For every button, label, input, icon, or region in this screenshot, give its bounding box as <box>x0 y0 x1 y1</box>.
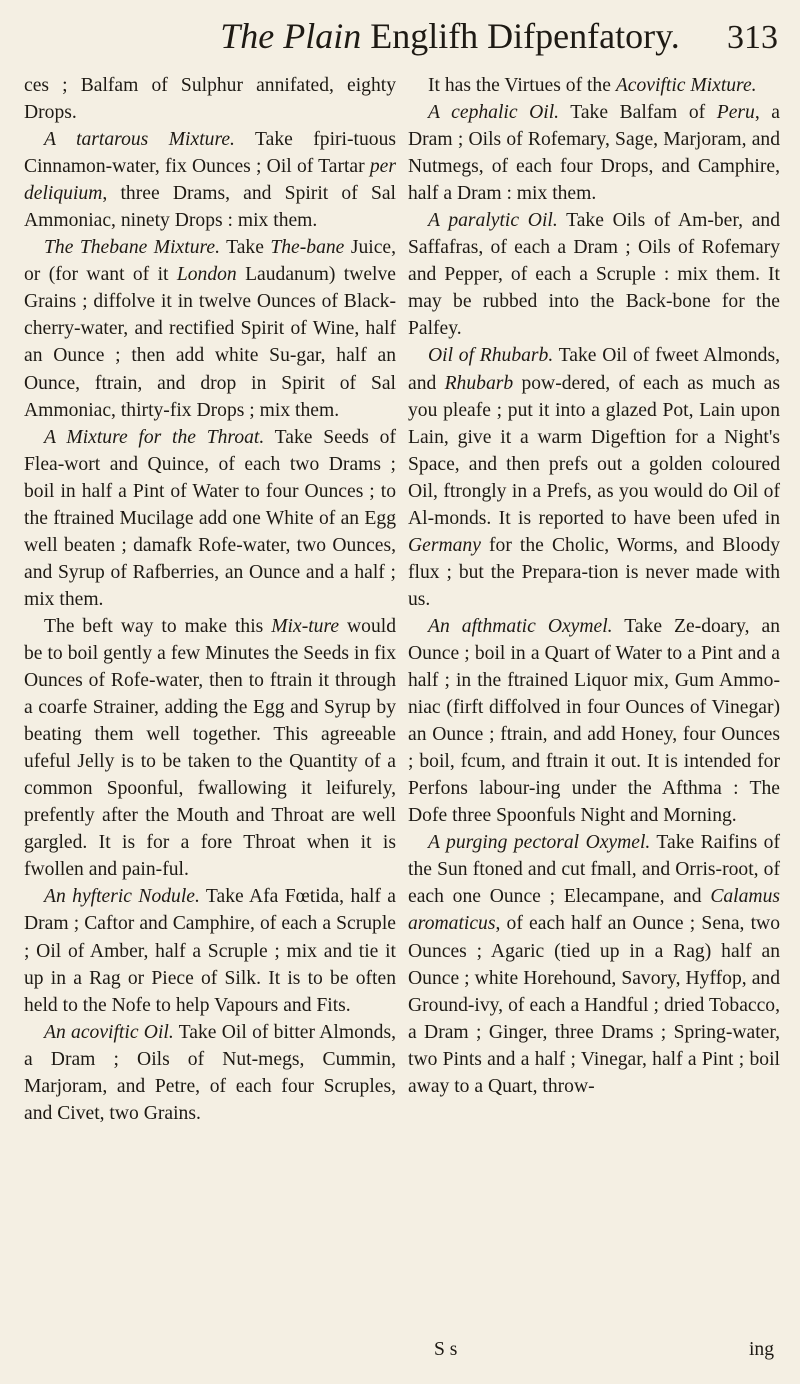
italic-run: The Thebane Mixture. <box>44 237 220 259</box>
text-run: Laudanum) twelve Grains ; diffolve it in twelve Ounces of Black-cherry-water, and rectified Spirit of Wine, half an Ounce ; then add white Su-gar, half an Ounce, ftrain, and drop in Spirit of Sal Ammoniac, thirty-fix Drops ; mix them. <box>24 264 396 421</box>
text-run: pow-dered, of each as much as you pleafe ; put it into a glazed Pot, Lain upon Lain, give it a warm Digeftion for a Night's Space, and then prefs out a golden coloured Oil, ftrongly in a Prefs, as you would do Oil of Al-monds. It is reported to have been ufed in <box>408 372 780 529</box>
running-head <box>140 8 760 64</box>
italic-run: Mix-ture <box>271 615 340 637</box>
italic-run: A purging pectoral Oxymel. <box>428 832 651 854</box>
italic-run: An hyfteric Nodule. <box>44 886 200 908</box>
text-run: Take fpiri-tuous Cinnamon-water, fix Ounces ; Oil of Tartar <box>24 129 396 178</box>
text-run: ces ; Balfam of Sulphur annifated, eighty Drops. <box>24 75 396 124</box>
italic-run: Acoviftic Mixture. <box>615 75 757 96</box>
footer <box>418 1336 778 1364</box>
paragraph <box>24 613 396 883</box>
text-run: Take Raifins of the Sun ftoned and cut fmall, and Orris-root, of each one Ounce ; Elecampane, and <box>408 832 780 908</box>
italic-run: per deliquium <box>24 156 396 205</box>
left-column <box>24 72 396 1127</box>
text-run: would be to boil gently a few Minutes the Seeds in fix Ounces of Rofe-water, then to ftrain it through a coarfe Strainer, adding the Egg and Syrup by beating them well together. This agreeable ufeful Jelly is to be taken to the Quantity of a common Spoonful, fwallowing it leifurely, prefently after the Mouth and Throat are well gargled. It is for a fore Throat when it is fwollen and pain-ful. <box>24 615 396 881</box>
paragraph <box>408 99 780 207</box>
text-run: Take Balfam of <box>559 102 717 124</box>
paragraph <box>408 613 780 829</box>
text-run: for the Cholic, Worms, and Bloody flux ; but the Prepara-tion is never made with us. <box>408 534 780 610</box>
italic-run: An acoviftic Oil. <box>44 1021 174 1043</box>
paragraph <box>24 424 396 613</box>
italic-run: A tartarous Mixture. <box>44 129 235 151</box>
catchword: ing <box>748 1339 774 1360</box>
text-run: Take Ze-doary, an Ounce ; boil in a Quart of Water to a Pint and a half ; in the ftrained Liquor mix, Gum Ammo-niac (firft diffolved in four Ounces of Vinegar) an Ounce ; ftrain, and add Honey, four Ounces ; boil, fcum, and ftrain it out. It is intended for Perfons labour-ing under the Afthma : The Dofe three Spoonfuls Night and Morning. <box>408 615 780 827</box>
page-number: 313 <box>727 19 778 56</box>
italic-run: London <box>176 264 237 286</box>
text-run: Take <box>220 237 271 259</box>
italic-run: An afthmatic Oxymel. <box>428 615 613 637</box>
text-run: Juice, or (for want of it <box>24 237 396 286</box>
text-run: , a Dram ; Oils of Rofemary, Sage, Marjoram, and Nutmegs, of each four Drops, and Camphire, half a Dram : mix them. <box>408 102 780 205</box>
italic-run: A Mixture for the Throat. <box>44 426 265 448</box>
text-run: It has the Virtues of the <box>428 75 616 96</box>
text-run: , of each half an Ounce ; Sena, two Ounces ; Agaric (tied up in a Rag) half an Ounce ; white Horehound, Savory, Hyffop, and Ground-ivy, of each a Handful ; dried Tobacco, a Dram ; Ginger, three Drams ; Spring-water, two Pints and a half ; Vinegar, half a Pint ; boil away to a Quart, throw- <box>408 913 780 1097</box>
text-run: Take Afa Fœtida, half a Dram ; Caftor and Camphire, of each a Scruple ; Oil of Amber, half a Scruple ; mix and tie it up in a Rag or Piece of Silk. It is to be often held to the Nofe to help Vapours and Fits. <box>24 886 396 1016</box>
paragraph <box>24 234 396 423</box>
running-head-roman: Englifh Difpenfatory. <box>370 16 680 56</box>
italic-run: Calamus aromaticus <box>408 886 780 935</box>
italic-run: A paralytic Oil. <box>428 210 558 232</box>
italic-run: The-bane <box>270 237 345 259</box>
paragraph <box>24 1019 396 1127</box>
paragraph <box>24 883 396 1018</box>
paragraph <box>408 207 780 342</box>
italic-run: Peru <box>716 102 755 124</box>
text-run: , three Drams, and Spirit of Sal Ammoniac, ninety Drops : mix them. <box>24 183 396 232</box>
text-run: Take Seeds of Flea-wort and Quince, of each two Drams ; boil in half a Pint of Water to four Ounces ; to the ftrained Mucilage add one White of an Egg well beaten ; damafk Rofe-water, two Ounces, and Syrup of Rafberries, an Ounce and a half ; mix them. <box>24 426 396 610</box>
right-column <box>408 72 780 1100</box>
running-head-italic: The Plain <box>220 16 362 56</box>
italic-run: Oil of Rhubarb. <box>428 345 554 367</box>
text-run: The beft way to make this <box>44 615 272 637</box>
italic-run: Germany <box>408 534 481 556</box>
signature-mark: S s <box>434 1339 458 1360</box>
paragraph <box>24 72 396 126</box>
paragraph <box>408 342 780 612</box>
text-run: Take Oil of bitter Almonds, a Dram ; Oils of Nut-megs, Cummin, Marjoram, and Petre, of each four Scruples, and Civet, two Grains. <box>24 1021 396 1124</box>
paragraph <box>24 126 396 234</box>
paragraph <box>408 829 780 1099</box>
italic-run: A cephalic Oil. <box>428 102 560 124</box>
paragraph <box>408 72 780 99</box>
text-run: Take Oils of Am-ber, and Saffafras, of each a Dram ; Oils of Rofemary and Pepper, of each a Scruple : mix them. It may be rubbed into the Back-bone for the Palfey. <box>408 210 780 340</box>
italic-run: Rhubarb <box>444 372 514 394</box>
text-run: Take Oil of fweet Almonds, and <box>408 345 780 394</box>
